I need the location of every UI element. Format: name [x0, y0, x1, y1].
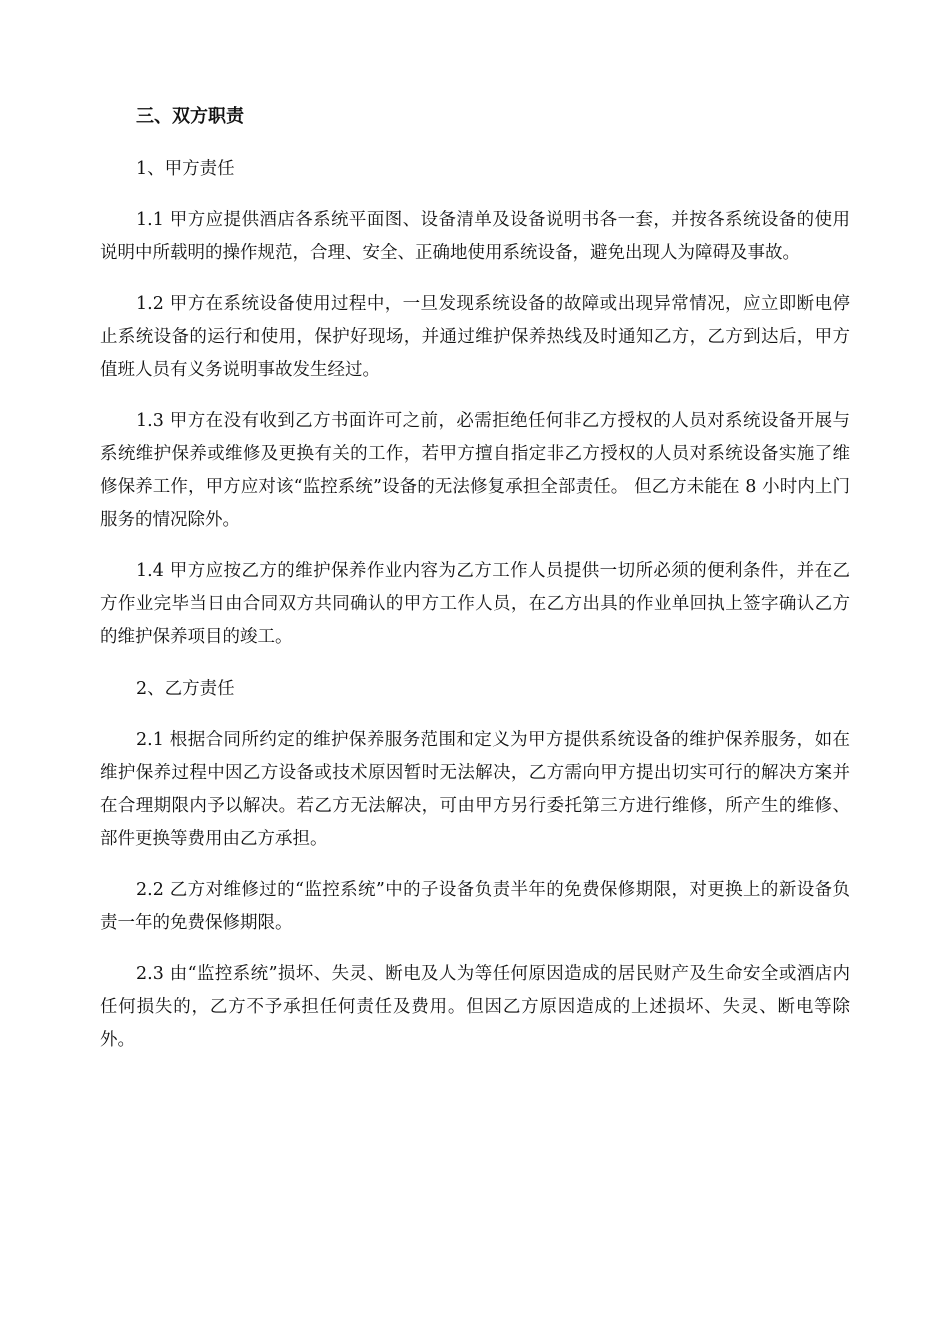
party-a-clause-1-2: 1.2 甲方在系统设备使用过程中，一旦发现系统设备的故障或出现异常情况，应立即断电停止系统设备的运行和使用，保护好现场，并通过维护保养热线及时通知乙方，乙方到达后，甲方值班人员有义务说明事故发生经过。 — [100, 294, 850, 380]
party-b-clause-2-3: 2.3 由“监控系统”损坏、失灵、断电及人为等任何原因造成的居民财产及生命安全或酒店内任何损失的，乙方不予承担任何责任及费用。但因乙方原因造成的上述损坏、失灵、断电等除外。 — [100, 964, 850, 1050]
party-a-clause-1-3: 1.3 甲方在没有收到乙方书面许可之前，必需拒绝任何非乙方授权的人员对系统设备开展与系统维护保养或维修及更换有关的工作，若甲方擅自指定非乙方授权的人员对系统设备实施了维修保养工作，甲方应对该“监控系统”设备的无法修复承担全部责任。 但乙方未能在 8 小时内上门服务的情况除外。 — [100, 411, 850, 530]
party-b-clause-2-1: 2.1 根据合同所约定的维护保养服务范围和定义为甲方提供系统设备的维护保养服务，如在维护保养过程中因乙方设备或技术原因暂时无法解决，乙方需向甲方提出切实可行的解决方案并在合理期限内予以解决。若乙方无法解决，可由甲方另行委托第三方进行维修，所产生的维修、部件更换等费用由乙方承担。 — [100, 730, 850, 849]
section-heading: 三、双方职责 — [136, 106, 244, 127]
party-a-heading: 1、甲方责任 — [136, 159, 235, 179]
party-a-clause-1-1: 1.1 甲方应提供酒店各系统平面图、设备清单及设备说明书各一套，并按各系统设备的使用说明中所载明的操作规范，合理、安全、正确地使用系统设备，避免出现人为障碍及事故。 — [100, 210, 850, 263]
document-body — [100, 100, 850, 1075]
party-a-clause-1-4: 1.4 甲方应按乙方的维护保养作业内容为乙方工作人员提供一切所必须的便利条件，并在乙方作业完毕当日由合同双方共同确认的甲方工作人员，在乙方出具的作业单回执上签字确认乙方的维护保养项目的竣工。 — [100, 561, 850, 647]
party-b-clause-2-2: 2.2 乙方对维修过的“监控系统”中的子设备负责半年的免费保修期限，对更换上的新设备负责一年的免费保修期限。 — [100, 880, 850, 933]
party-b-heading: 2、乙方责任 — [136, 679, 235, 699]
